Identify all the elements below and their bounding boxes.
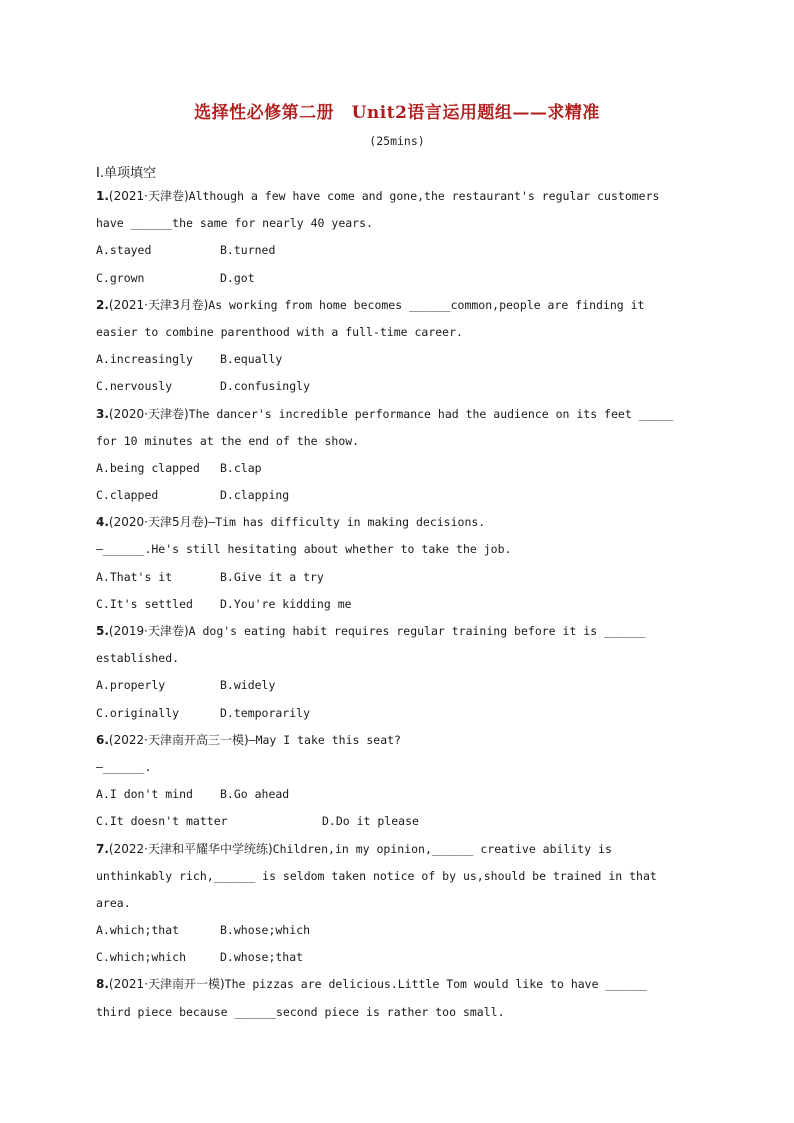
answer-option: C.clapped (96, 488, 159, 503)
question-stem-continued (96, 1002, 706, 1029)
answer-option: B.clap (220, 460, 262, 475)
question-source: (2020·天津5月卷) (108, 515, 209, 530)
answer-option: C.grown (96, 270, 145, 285)
option-row (96, 920, 706, 947)
question-text: Although a few have come and gone,the restaurant's regular customers (188, 189, 660, 203)
option-row (96, 376, 706, 403)
answer-option: C.which;which (96, 950, 187, 965)
question-number: 5. (96, 624, 109, 638)
page-title: 选择性必修第二册 Unit2语言运用题组——求精准 (194, 103, 600, 123)
question-text: for 10 minutes at the end of the show. (96, 433, 360, 448)
answer-option: A.I don't mind (96, 787, 193, 802)
option-row (96, 594, 706, 621)
answer-option: A.stayed (96, 243, 152, 258)
question-stem-continued (96, 757, 706, 784)
question-text: —______.He's still hesitating about whether to take the job. (96, 542, 512, 557)
question-text: As working from home becomes ______common,people are finding it (208, 297, 645, 312)
answer-option: D.confusingly (220, 379, 311, 394)
question-text: —May I take this seat? (248, 732, 401, 747)
question-text: The dancer's incredible performance had the audience on its feet _____ (188, 406, 674, 421)
option-row (96, 240, 706, 267)
answer-option: C.It doesn't matter (96, 814, 228, 829)
answer-option: D.You're kidding me (220, 596, 352, 611)
answer-option: B.widely (220, 678, 276, 693)
answer-option: A.properly (96, 678, 166, 693)
question-number: 6. (96, 732, 109, 747)
duration-label: (25mins) (369, 134, 425, 148)
question-text: —______. (96, 759, 152, 774)
answer-option: D.whose;that (220, 950, 304, 965)
question-source: (2021·天津卷) (108, 189, 189, 203)
question-stem-continued (96, 648, 706, 675)
answer-option: C.It's settled (96, 596, 193, 611)
question-stem (96, 839, 706, 866)
question-text: The pizzas are delicious.Little Tom would like to have ______ (224, 977, 647, 992)
question-number: 1. (96, 189, 109, 203)
option-row (96, 268, 706, 295)
answer-option: A.increasingly (96, 352, 193, 367)
question-text: established. (96, 651, 180, 666)
question-text: have ______the same for nearly 40 years. (96, 216, 373, 231)
question-number: 3. (96, 406, 109, 421)
answer-option: A.That's it (96, 569, 173, 584)
option-row (96, 349, 706, 376)
question-stem (96, 404, 706, 431)
answer-option: B.Give it a try (220, 569, 324, 584)
question-number: 8. (96, 977, 109, 992)
question-source: (2022·天津和平耀华中学统练) (108, 841, 273, 856)
question-number: 4. (96, 515, 109, 530)
question-stem-continued (96, 866, 706, 893)
question-stem (96, 974, 706, 1001)
option-row (96, 675, 706, 702)
question-stem (96, 295, 706, 322)
answer-option: A.being clapped (96, 460, 200, 475)
question-stem-continued (96, 213, 706, 240)
question-text: third piece because ______second piece is rather too small. (96, 1004, 505, 1019)
answer-option: C.nervously (96, 379, 173, 394)
option-row (96, 811, 706, 838)
option-row (96, 485, 706, 512)
answer-option: B.whose;which (220, 923, 311, 938)
option-row (96, 784, 706, 811)
question-stem (96, 730, 706, 757)
question-stem-continued (96, 893, 706, 920)
question-stem-continued (96, 539, 706, 566)
question-stem-continued (96, 322, 706, 349)
option-row (96, 703, 706, 730)
option-row (96, 947, 706, 974)
answer-option: C.originally (96, 705, 180, 720)
question-source: (2021·天津南开一模) (108, 977, 225, 992)
question-source: (2019·天津卷) (108, 624, 189, 638)
question-number: 7. (96, 841, 109, 856)
question-number: 2. (96, 297, 109, 312)
question-stem (96, 186, 706, 213)
question-source: (2020·天津卷) (108, 406, 189, 421)
question-list (96, 186, 706, 1029)
question-source: (2022·天津南开高三一模) (108, 732, 249, 747)
option-row (96, 567, 706, 594)
question-stem (96, 621, 706, 648)
question-text: Children,in my opinion,______ creative ability is (272, 841, 612, 856)
question-stem-continued (96, 431, 706, 458)
question-text: A dog's eating habit requires regular training before it is ______ (188, 624, 646, 638)
question-source: (2021·天津3月卷) (108, 297, 209, 312)
option-row (96, 458, 706, 485)
answer-option: D.got (220, 270, 255, 285)
question-stem (96, 512, 706, 539)
answer-option: D.clapping (220, 488, 290, 503)
question-text: area. (96, 895, 131, 910)
question-text: —Tim has difficulty in making decisions. (208, 515, 486, 530)
answer-option: D.temporarily (220, 705, 311, 720)
answer-option: B.turned (220, 243, 276, 258)
question-text: unthinkably rich,______ is seldom taken notice of by us,should be trained in that (96, 868, 657, 883)
section-heading: Ⅰ.单项填空 (96, 166, 156, 181)
answer-option: D.Do it please (322, 814, 419, 829)
question-text: easier to combine parenthood with a full-time career. (96, 324, 463, 339)
answer-option: B.Go ahead (220, 787, 290, 802)
answer-option: B.equally (220, 352, 283, 367)
answer-option: A.which;that (96, 923, 180, 938)
